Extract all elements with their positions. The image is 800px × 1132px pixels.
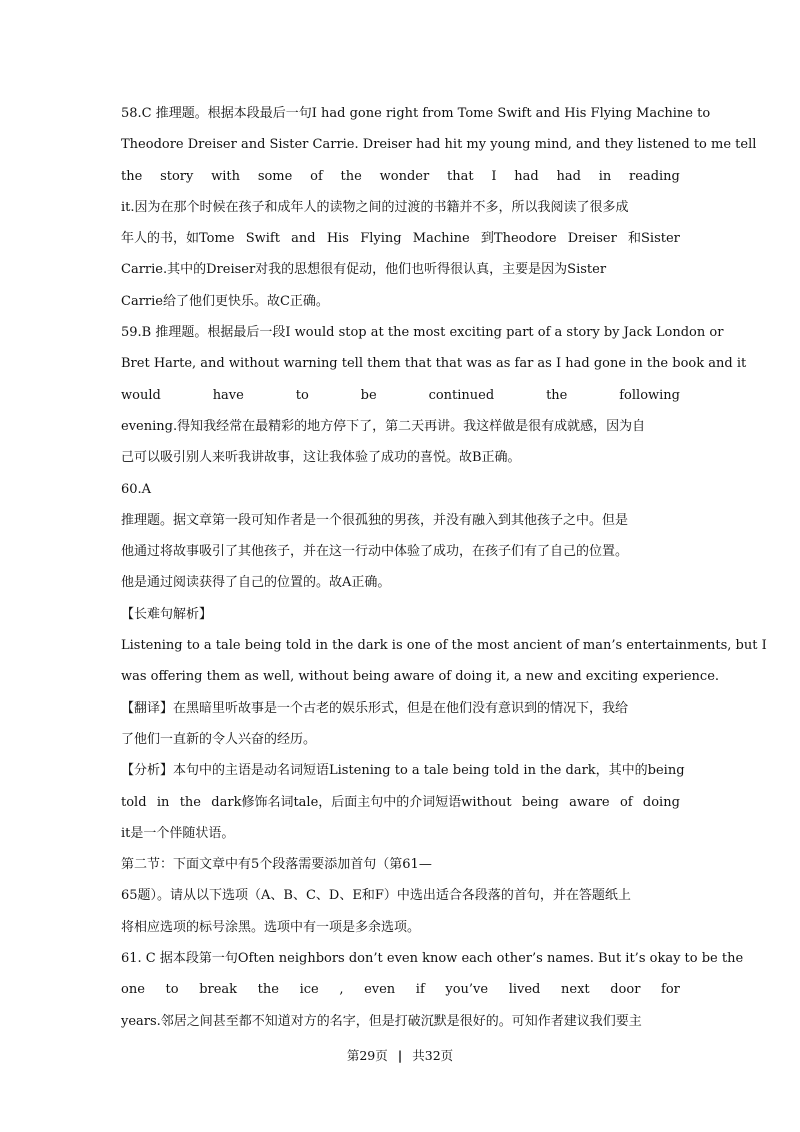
text-line: was offering them as well, without being aware of doing it, a new and exciting experience. [121,669,720,685]
text-line: 将相应选项的标号涂黑。选项中有一项是多余选项。 [121,919,421,935]
word: if [415,982,425,998]
word: wonder [379,168,430,184]
word: and [291,231,316,247]
word: with [211,168,241,184]
word: would [121,387,161,403]
word: of [619,794,633,810]
word: the [340,168,362,184]
word: being [521,794,559,810]
word: following [619,387,680,403]
text-line: evening.得知我经常在最精彩的地方停下了，第二天再讲。我这样做是很有成就感，因为自 [121,418,646,434]
word: aware [569,794,610,810]
text-line: 60.A [121,481,152,497]
text-line-justified [121,161,680,192]
word: had [556,168,581,184]
word: reading [629,168,680,184]
text-line: 【分析】本句中的主语是动名词短语Listening to a tale being told in the dark，其中的being [121,763,685,779]
word: had [514,168,539,184]
word: of [310,168,323,184]
word: in [598,168,612,184]
word: lived [508,982,541,998]
text-line: Theodore Dreiser and Sister Carrie. Dreiser had hit my young mind, and they listened to me tell [121,137,757,153]
page-footer [0,1046,800,1064]
word: the [257,982,279,998]
text-line: 他是通过阅读获得了自己的位置的。故A正确。 [121,575,391,591]
word: Machine [412,231,470,247]
word: told [121,794,147,810]
text-line: years.邻居之间甚至都不知道对方的名字，但是打破沉默是很好的。可知作者建议我们要主 [121,1013,642,1029]
word: continued [428,387,495,403]
text-line: 58.C 推理题。根据本段最后一句I had gone right from Tome Swift and His Flying Machine to [121,106,711,121]
text-line: 61. C 据本段第一句Often neighbors don’t even know each other’s names. But it’s okay to be the [121,951,744,967]
text-line: 推理题。据文章第一段可知作者是一个很孤独的男孩，并没有融入到其他孩子之中。但是 [121,512,629,528]
text-line: Bret Harte, and without warning tell them that that was as far as I had gone in the book and it [121,356,747,372]
word: next [561,982,590,998]
word: 和Sister [628,231,680,247]
text-line: Carrie.其中的Dreiser对我的思想很有促动，他们也听得很认真，主要是因为Sister [121,262,607,278]
text-line-justified [121,974,680,1005]
footer-separator: | [397,1048,403,1063]
text-line-justified [121,787,680,818]
word: be [360,387,377,403]
text-line: 【翻译】在黑暗里听故事是一个古老的娱乐形式，但是在他们没有意识到的情况下，我给 [121,700,629,716]
text-line: 己可以吸引别人来听我讲故事，这让我体验了成功的喜悦。故B正确。 [121,450,521,466]
document-body [121,98,767,1037]
text-line: 他通过将故事吸引了其他孩子，并在这一行动中体验了成功，在孩子们有了自己的位置。 [121,544,629,560]
word: Dreiser [567,231,617,247]
word: , [339,982,344,998]
text-line: it是一个伴随状语。 [121,825,235,841]
text-line-justified [121,380,680,411]
word: 年人的书，如Tome [121,231,235,247]
word: you’ve [445,982,489,998]
word: that [446,168,474,184]
word: one [121,982,145,998]
word: to [295,387,309,403]
current-page: 第29页 [346,1048,388,1063]
word: Swift [245,231,280,247]
word: break [199,982,238,998]
text-line: 59.B 推理题。根据最后一段I would stop at the most exciting part of a story by Jack London or [121,325,724,341]
word: in [156,794,170,810]
word: I [491,168,497,184]
word: ice [299,982,319,998]
word: for [661,982,680,998]
word: some [257,168,293,184]
word: story [160,168,194,184]
word: even [364,982,396,998]
word: the [179,794,201,810]
word: His [326,231,349,247]
word: 到Theodore [480,231,557,247]
word: dark修饰名词tale，后面主句中的介词短语without [211,794,512,810]
text-line: 65题）。请从以下选项（A、B、C、D、E和F）中选出适合各段落的首句，并在答题纸上 [121,888,631,904]
word: the [546,387,568,403]
text-line-justified [121,223,680,254]
text-line: Listening to a tale being told in the dark is one of the most ancient of man’s entertainments, but I [121,638,767,654]
text-line: it.因为在那个时候在孩子和成年人的读物之间的过渡的书籍并不多，所以我阅读了很多成 [121,199,629,215]
word: doing [642,794,680,810]
total-pages: 共32页 [412,1048,454,1063]
text-line: Carrie给了他们更快乐。故C正确。 [121,293,329,309]
word: the [121,168,143,184]
word: Flying [360,231,402,247]
section-heading: 【长难句解析】 [121,606,213,622]
text-line: 第二节：下面文章中有5个段落需要添加首句（第61— [121,857,432,873]
word: door [610,982,641,998]
text-line: 了他们一直新的令人兴奋的经历。 [121,731,317,747]
word: have [212,387,244,403]
word: to [165,982,179,998]
